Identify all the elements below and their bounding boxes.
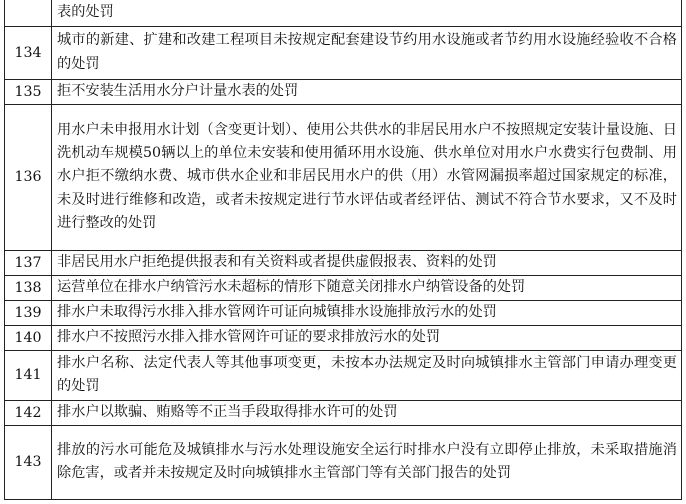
penalty-table [4,0,682,500]
table-row [5,325,682,350]
table-row [5,79,682,104]
row-number: 142 [5,400,52,425]
table-row [5,350,682,400]
row-text: 非居民用水户拒绝提供报表和有关资料或者提供虚假报表、资料的处罚 [52,250,682,275]
row-text: 排水户以欺骗、贿赂等不正当手段取得排水许可的处罚 [52,400,682,425]
row-text: 表的处罚 [52,0,682,26]
table-row [5,250,682,275]
row-number: 136 [5,104,52,250]
table-row [5,26,682,79]
row-number: 135 [5,79,52,104]
row-number: 141 [5,350,52,400]
row-text: 排水户名称、法定代表人等其他事项变更，未按本办法规定及时向城镇排水主管部门申请办理变更的处罚 [52,350,682,400]
table-row [5,275,682,300]
table-row [5,400,682,425]
row-text: 拒不安装生活用水分户计量水表的处罚 [52,79,682,104]
table-row [5,425,682,499]
row-number: 138 [5,275,52,300]
row-text: 排水户未取得污水排入排水管网许可证向城镇排水设施排放污水的处罚 [52,300,682,325]
row-number: 143 [5,425,52,499]
row-number [5,0,52,26]
row-number: 140 [5,325,52,350]
row-text: 用水户未申报用水计划（含变更计划）、使用公共供水的非居民用水户不按照规定安装计量设施、日洗机动车规模50辆以上的单位未安装和使用循环用水设施、供水单位对用水户水费实行包费制、用水户拒不缴纳水费、城市供水企业和非居民用水户的供（用）水管网漏损率超过国家规定的标准，未及时进行维修和改造，或者未按规定进行节水评估或者经评估、测试不符合节水要求，又不及时进行整改的处罚 [52,104,682,250]
row-number: 137 [5,250,52,275]
table-row [5,300,682,325]
row-number: 134 [5,26,52,79]
row-text: 城市的新建、扩建和改建工程项目未按规定配套建设节约用水设施或者节约用水设施经验收不合格的处罚 [52,26,682,79]
table-row [5,0,682,26]
row-number: 139 [5,300,52,325]
row-text: 排放的污水可能危及城镇排水与污水处理设施安全运行时排水户没有立即停止排放，未采取措施消除危害，或者并未按规定及时向城镇排水主管部门等有关部门报告的处罚 [52,425,682,499]
row-text: 运营单位在排水户纳管污水未超标的情形下随意关闭排水户纳管设备的处罚 [52,275,682,300]
row-text: 排水户不按照污水排入排水管网许可证的要求排放污水的处罚 [52,325,682,350]
table-row [5,104,682,250]
